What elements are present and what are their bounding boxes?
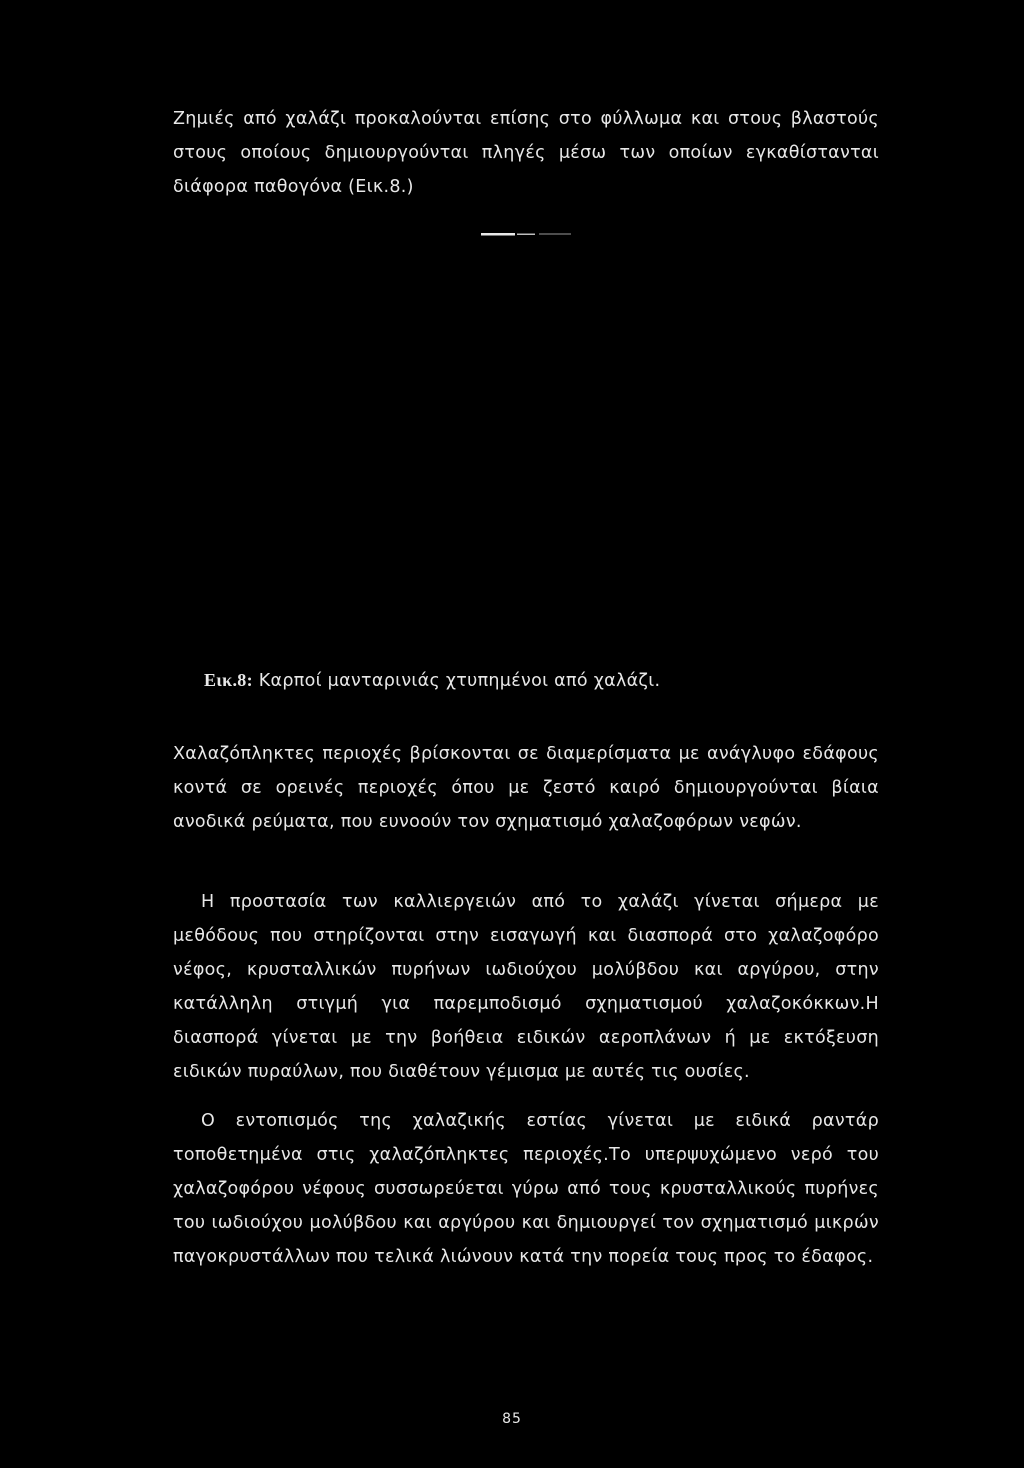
figure-caption-text: Καρποί μανταρινιάς χτυπημένοι από χαλάζι. — [252, 671, 661, 691]
figure-caption — [204, 668, 660, 693]
body-paragraph: Η προστασία των καλλιεργειών από το χαλάζι γίνεται σήμερα με μεθόδους που στηρίζονται στην εισαγωγή και διασπορά στο χαλαζοφόρο νέφος, κρυσταλλικών πυρήνων ιωδιούχου μολύβδου και αργύρου, στην κατάλληλη στιγμή για παρεμποδισμό σχηματισμού χαλαζοκόκκων.Η διασπορά γίνεται με την βοήθεια ειδικών αεροπλάνων ή με εκτόξευση ειδικών πυραύλων, που διαθέτουν γέμισμα με αυτές τις ουσίες. — [173, 892, 879, 1082]
page-number: 85 — [502, 1411, 522, 1427]
intro-paragraph: Ζημιές από χαλάζι προκαλούνται επίσης στο φύλλωμα και στους βλαστούς στους οποίους δημιουργούνται πληγές μέσω των οποίων εγκαθίστανται διάφορα παθογόνα (Εικ.8.) — [173, 109, 879, 197]
figure-scan-mark — [481, 232, 573, 236]
body-paragraph: Ο εντοπισμός της χαλαζικής εστίας γίνεται με ειδικά ραντάρ τοποθετημένα στις χαλαζόπληκτες περιοχές.Το υπερψυχώμενο νερό του χαλαζοφόρου νέφους συσσωρεύεται γύρω από τους κρυσταλλικούς πυρήνες του ιωδιούχου μολύβδου και αργύρου και δημιουργεί τον σχηματισμό μικρών παγοκρυστάλλων που τελικά λιώνουν κατά την πορεία τους προς το έδαφος. — [173, 1111, 879, 1267]
body-paragraph: Χαλαζόπληκτες περιοχές βρίσκονται σε διαμερίσματα με ανάγλυφο εδάφους κοντά σε ορεινές περιοχές όπου με ζεστό καιρό δημιουργούνται βίαια ανοδικά ρεύματα, που ευνοούν τον σχηματισμό χαλαζοφόρων νεφών. — [173, 744, 879, 832]
figure-caption-label: Εικ.8: — [204, 670, 253, 690]
figure-8-image — [173, 220, 879, 660]
